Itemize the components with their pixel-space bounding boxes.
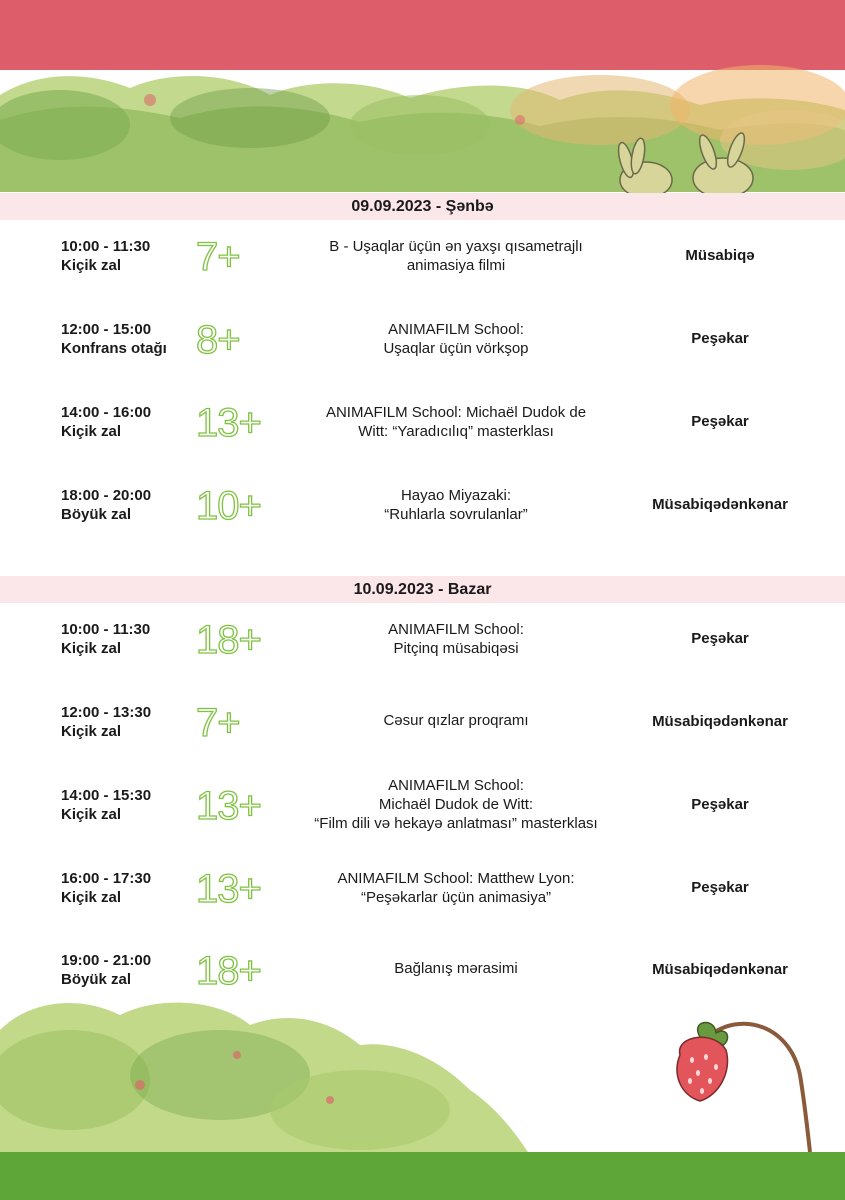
age-rating: 13+ — [196, 867, 261, 911]
schedule-row — [0, 869, 845, 933]
event-category: Müsabiqədənkənar — [652, 496, 788, 513]
event-title — [290, 711, 622, 730]
event-title — [290, 237, 622, 275]
schedule-row — [0, 403, 845, 467]
event-title-line: Cəsur qızlar proqramı — [383, 712, 529, 729]
age-rating: 13+ — [196, 784, 261, 828]
event-title — [290, 620, 622, 658]
age-rating: 8+ — [196, 318, 240, 362]
event-title-line: animasiya filmi — [406, 257, 506, 274]
event-venue: Kiçik zal — [61, 806, 122, 823]
age-rating: 18+ — [196, 949, 261, 993]
event-title — [290, 776, 622, 833]
event-time: 10:00 - 11:30 — [61, 621, 151, 638]
time-venue — [61, 486, 151, 524]
age-rating: 7+ — [196, 701, 240, 745]
event-title — [290, 869, 622, 907]
event-title — [290, 959, 622, 978]
schedule-row — [0, 620, 845, 684]
event-title-line: “Film dili və hekayə anlatması” masterklası — [314, 815, 598, 832]
strawberry-illustration — [660, 1015, 820, 1155]
bottom-color-band — [0, 1152, 845, 1200]
schedule-row — [0, 703, 845, 767]
event-title — [290, 486, 622, 524]
event-title-line: “Peşəkarlar üçün animasiya” — [360, 889, 552, 906]
age-rating: 18+ — [196, 618, 261, 662]
event-title-line: “Ruhlarla sovrulanlar” — [384, 506, 528, 523]
event-title — [290, 403, 622, 441]
event-category: Peşəkar — [691, 796, 749, 813]
event-title-line: ANIMAFILM School: Michaël Dudok de — [325, 404, 587, 421]
event-title-line: Witt: “Yaradıcılıq” masterklası — [358, 423, 554, 440]
event-time: 16:00 - 17:30 — [61, 870, 152, 887]
event-venue: Konfrans otağı — [61, 340, 167, 357]
event-category: Peşəkar — [691, 630, 749, 647]
event-title-line: ANIMAFILM School: — [388, 321, 524, 338]
event-category: Peşəkar — [691, 330, 749, 347]
event-venue: Kiçik zal — [61, 723, 122, 740]
day-header: 10.09.2023 - Bazar — [0, 576, 845, 603]
event-venue: Kiçik zal — [61, 423, 122, 440]
event-title-line: Uşaqlar üçün vörkşop — [383, 340, 529, 357]
event-venue: Böyük zal — [61, 506, 132, 523]
time-venue — [61, 951, 151, 989]
day-header: 09.09.2023 - Şənbə — [0, 193, 845, 220]
event-title-line: ANIMAFILM School: Matthew Lyon: — [337, 870, 575, 887]
schedule-row — [0, 777, 845, 850]
time-venue — [61, 869, 151, 907]
time-venue — [61, 620, 150, 658]
event-time: 12:00 - 13:30 — [61, 704, 152, 721]
event-venue: Böyük zal — [61, 971, 132, 988]
event-time: 10:00 - 11:30 — [61, 238, 151, 255]
event-category: Müsabiqə — [685, 247, 755, 264]
time-venue — [61, 786, 151, 824]
event-title-line: ANIMAFILM School: — [388, 777, 524, 794]
event-time: 18:00 - 20:00 — [61, 487, 152, 504]
event-category: Peşəkar — [691, 413, 749, 430]
event-venue: Kiçik zal — [61, 889, 122, 906]
event-time: 19:00 - 21:00 — [61, 952, 152, 969]
event-title-line: Michaël Dudok de Witt: — [378, 796, 534, 813]
schedule-row — [0, 237, 845, 301]
age-rating: 10+ — [196, 484, 261, 528]
event-time: 14:00 - 16:00 — [61, 404, 152, 421]
schedule-row — [0, 486, 845, 550]
event-title-line: ANIMAFILM School: — [388, 621, 524, 638]
time-venue — [61, 320, 167, 358]
event-title — [290, 320, 622, 358]
event-venue: Kiçik zal — [61, 257, 122, 274]
time-venue — [61, 703, 151, 741]
event-category: Peşəkar — [691, 879, 749, 896]
event-time: 14:00 - 15:30 — [61, 787, 152, 804]
event-title-line: Hayao Miyazaki: — [400, 487, 512, 504]
time-venue — [61, 237, 150, 275]
event-title-line: Bağlanış mərasimi — [394, 960, 518, 977]
event-title-line: B - Uşaqlar üçün ən yaxşı qısametrajlı — [329, 238, 583, 255]
age-rating: 13+ — [196, 401, 261, 445]
event-category: Müsabiqədənkənar — [652, 713, 788, 730]
event-venue: Kiçik zal — [61, 640, 122, 657]
event-category: Müsabiqədənkənar — [652, 961, 788, 978]
schedule-row — [0, 320, 845, 384]
event-time: 12:00 - 15:00 — [61, 321, 152, 338]
time-venue — [61, 403, 151, 441]
event-title-line: Pitçinq müsabiqəsi — [393, 640, 519, 657]
age-rating: 7+ — [196, 235, 240, 279]
